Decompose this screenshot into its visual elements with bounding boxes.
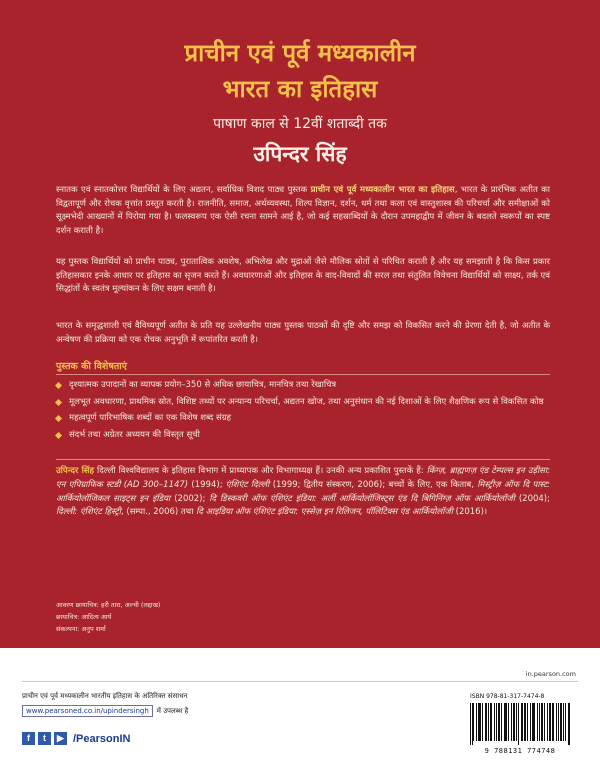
- concept-credit: संकल्पना: अनुप शर्मा: [56, 625, 106, 633]
- para1-text-b: , भारत के प्रारंभिक अतीत का विद्वतापूर्ण और रोचक वृत्तांत प्रस्तुत करती है। राजनीति, समाज, अर्थव्यवस्था, शिल्प विज्ञान, दर्शन, धर्म तथा कला एवं वास्तुशास्त्र की परिचर्चा और समीक्षाओं को सूक्ष्मभेदी आख्यानों में पिरोया गया है। फलस्वरूप एक ऐसी रचना सामने आई है, जो कई सहस्राब्दियों के दौरान उपमहाद्वीप में जीवन के बदलते स्वरूपों का स्पष्ट दर्शन कराती है।: [56, 185, 551, 236]
- feature-item: [56, 379, 550, 393]
- para1-book-title: प्राचीन एवं पूर्व मध्यकालीन भारत का इतिहास: [310, 185, 455, 195]
- feature-text: महत्वपूर्ण पारिभाषिक शब्दों का एक विशेष शब्द संग्रह: [69, 413, 232, 424]
- feature-text: संदर्भ तथा अग्रेतर अध्ययन की विस्तृत सूची: [69, 429, 200, 440]
- features-heading: पुस्तक की विशेषताएं: [56, 361, 127, 372]
- book-title-line-1: प्राचीन एवं पूर्व मध्यकालीन: [184, 38, 416, 67]
- bio-text: (2002);: [170, 493, 210, 504]
- barcode-image: [470, 703, 570, 745]
- bio-text: (2004);: [514, 493, 550, 504]
- bio-text: , (सम्पा., 2006) तथा: [120, 507, 197, 518]
- bio-book-title: एंशिएंट दिल्ली: [225, 479, 270, 490]
- feature-text: मूलभूत अवधारणा, प्राथमिक स्रोत, विशिष्ट तथ्यों पर अन्यान्य परिचर्चा, अद्यतन खोज, तथा अनुसंधान की नई दिशाओं के लिए शैक्षणिक रूप से विकसित कोष्ठ: [69, 396, 544, 407]
- bio-text: दिल्ली विश्वविद्यालय के इतिहास विभाग में प्राध्यापक और विभागाध्यक्ष हैं। उनकी अन्य प्रकाशित पुस्तकें हैं:: [94, 466, 427, 476]
- bio-book-title: दिल्ली: एंशिएंट हिस्ट्री: [56, 507, 121, 518]
- resource-url-link[interactable]: www.pearsoned.co.in/upindersingh: [22, 705, 153, 717]
- youtube-icon[interactable]: ▶: [54, 732, 67, 745]
- barcode-number: 9 788131 774748: [484, 747, 556, 755]
- author-name: उपिन्दर सिंह: [253, 141, 347, 166]
- diamond-bullet-icon: [55, 415, 62, 422]
- facebook-icon[interactable]: f: [22, 732, 35, 745]
- photographer-credit: छायाचित्र: आदित्य आर्य: [56, 613, 112, 621]
- cover-photo-credit: आवरण छायाचित्र: हरी तारा, अल्ची (लद्दाख): [56, 601, 161, 609]
- features-divider: [56, 374, 550, 375]
- twitter-icon[interactable]: t: [38, 732, 51, 745]
- diamond-bullet-icon: [55, 382, 62, 389]
- publisher-divider: [22, 681, 578, 682]
- bio-book-title: दि डिस्कवरी ऑफ एंशिएंट इंडिया: अर्ली आर्कियोलॉजिस्ट्स एंड दि बिगिनिंग्ज़ ऑफ आर्कियोलॉजी: [209, 493, 515, 504]
- supplement-resources-text: प्राचीन एवं पूर्व मध्यकालीन भारतीय इतिहास के अतिरिक्त संसाधन: [22, 692, 188, 700]
- publisher-website-link[interactable]: in.pearson.com: [525, 670, 576, 678]
- bio-book-title: दि आइडिया ऑफ एंशिएंट इंडिया: एस्सेज़ इन रिलिजन, पॉलिटिक्स एंड आर्कियोलॉजी: [196, 507, 453, 518]
- resource-availability-text: में उपलब्ध है: [156, 706, 189, 715]
- bio-text: (1994);: [188, 479, 226, 490]
- book-subtitle: पाषाण काल से 12वीं शताब्दी तक: [213, 116, 387, 132]
- feature-text: दृश्यात्मक उपादानों का व्यापक प्रयोग–350 से अधिक छायाचित्र, मानचित्र तथा रेखाचित्र: [69, 380, 337, 390]
- social-handle[interactable]: /PearsonIN: [73, 732, 131, 745]
- description-paragraph-3: भारत के समृद्धशाली एवं वैविध्यपूर्ण अतीत के प्रति यह उल्लेखनीय पाठ्य पुस्तक पाठकों की दृष्टि और समझ को विकसित करने की प्रेरणा देती है, जो अतीत के अन्वेषण की प्रक्रिया को एक रोचक अनुभूति में रूपांतरित करती है।: [56, 321, 550, 345]
- bio-author-name: उपिन्दर सिंह: [56, 466, 95, 476]
- book-title-line-2: भारत का इतिहास: [222, 74, 378, 103]
- bio-text: (2016)।: [452, 507, 488, 518]
- features-list: [56, 379, 550, 445]
- bio-book-title: किंग्ज़, ब्राह्मणज़ एंड टेम्पल्स इन उड़ीसा: एन एपिग्राफिक स्टडी (AD 300–1147): [56, 466, 550, 490]
- feature-item: [56, 429, 550, 443]
- isbn-label: ISBN 978-81-317-7474-8: [470, 693, 545, 700]
- resource-url-line: [22, 705, 188, 717]
- para1-text-a: स्नातक एवं स्नातकोत्तर विद्यार्थियों के लिए अद्यतन, सर्वाधिक विशद पाठ्य पुस्तक: [56, 185, 311, 195]
- diamond-bullet-icon: [55, 432, 62, 439]
- diamond-bullet-icon: [55, 399, 62, 406]
- feature-item: [56, 396, 550, 410]
- description-paragraph-1: [56, 184, 550, 238]
- author-bio: [56, 465, 550, 520]
- description-paragraph-2: यह पुस्तक विद्यार्थियों को प्राचीन पाठ्य, पुरातात्विक अवशेष, अभिलेख और मुद्राओं जैसे मौलिक स्रोतों से परिचित कराती है और यह समझाती है कि किस प्रकार इतिहासकार इनके आधार पर इतिहास का सृजन करते हैं। अवधारणाओं और इतिहास के वाद-विवादों की सरल तथा संतुलित विवेचना विद्यार्थियों को साक्ष्य, तर्क एवं सिद्धांतों के स्वतंत्र मूल्यांकन के लिए सक्षम बनाती है।: [56, 257, 550, 295]
- social-links: [22, 732, 130, 745]
- bio-book-title: मिस्ट्रीज़ ऑफ दि पास्ट: आर्कियोलॉजिकल साइट्स इन इंडिया: [56, 479, 550, 504]
- bio-text: (1999; द्वितीय संस्करण, 2006); बच्चों के लिए, एक किताब,: [269, 479, 478, 490]
- feature-item: [56, 412, 550, 426]
- bio-divider: [56, 459, 550, 460]
